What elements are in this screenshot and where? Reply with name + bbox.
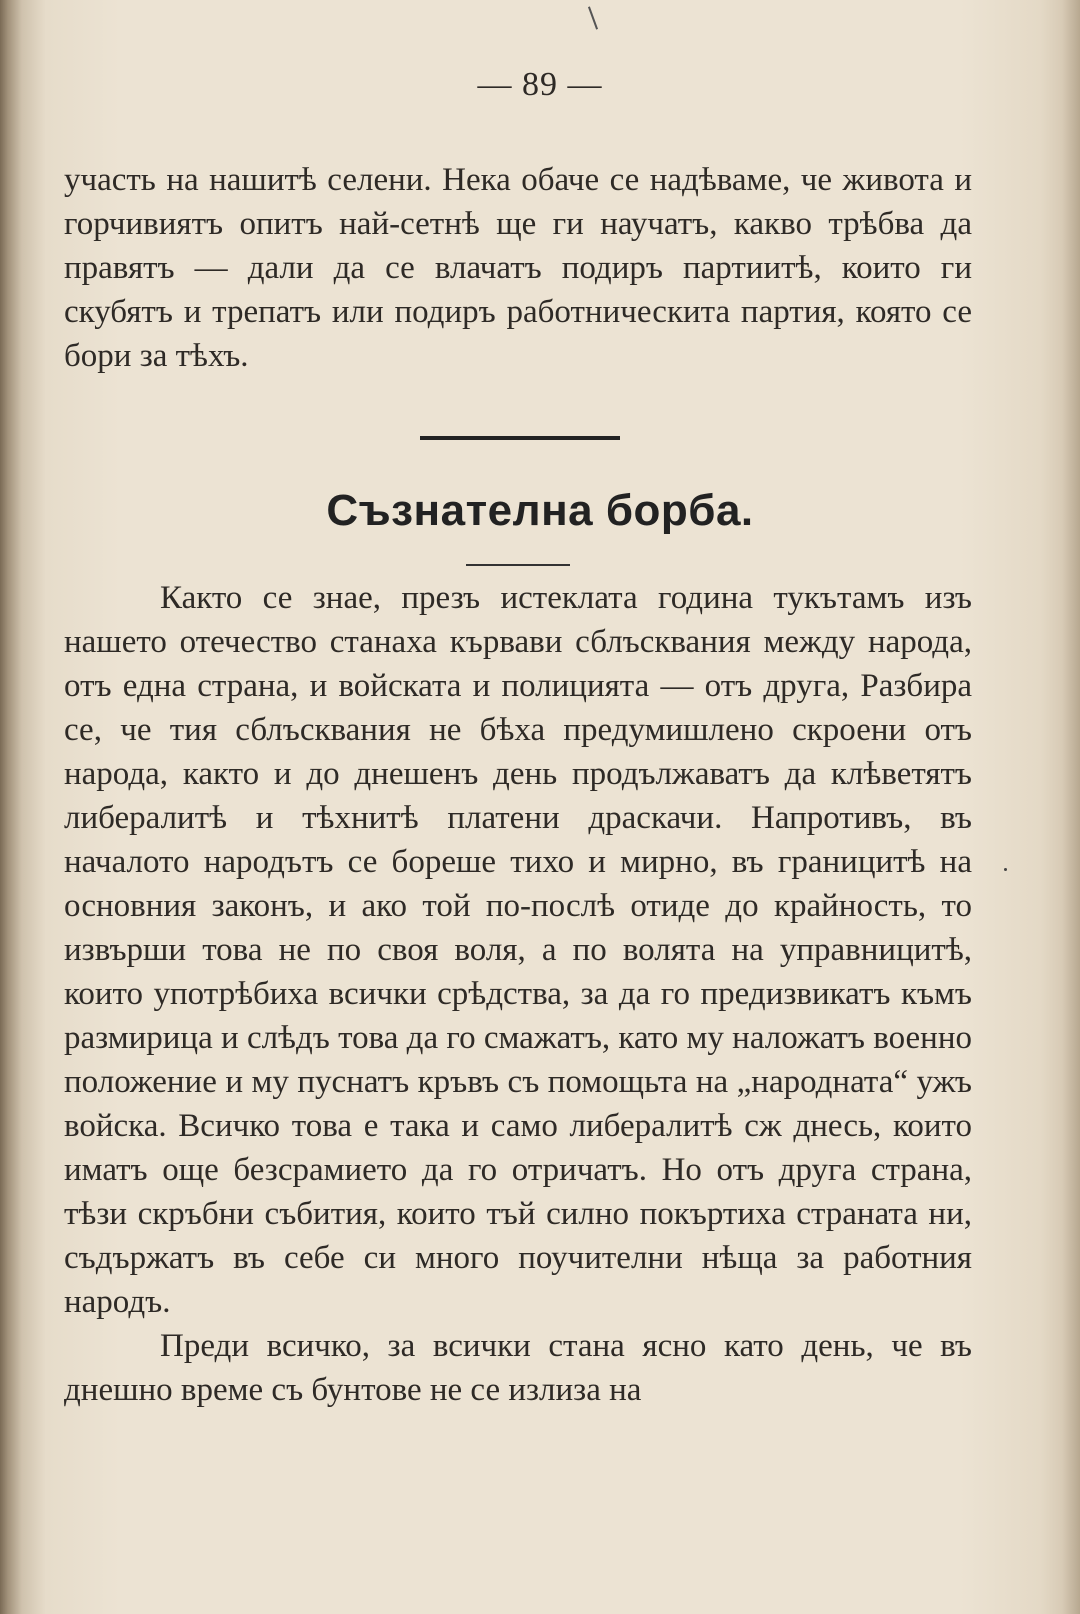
paragraph: Преди всичко, за всички стана ясно като день, че въ днешно време съ бунтове не се излиза на xyxy=(64,1328,972,1408)
ink-speck xyxy=(1004,868,1007,871)
section-title: Съзнателна борба. xyxy=(326,486,754,535)
title-underline xyxy=(466,564,570,566)
intro-text-block xyxy=(64,158,972,378)
page-number: — 89 — xyxy=(477,66,603,103)
paragraph: Както се знае, презъ истеклата година тукътамъ изъ нашето отечество станаха кървави сблъсквания между народа, отъ една страна, и войската и полицията — отъ друга, Разбира се, че тия сблъсквания не бѣха предумишлено скроени отъ народа, както и до днешенъ день продължаватъ да клѣветятъ либералитѣ и тѣхнитѣ платени драскачи. Напротивъ, въ началото народътъ се бореше тихо и мирно, въ границитѣ на основния законъ, и ако той по-послѣ отиде до крайность, то извърши това не по своя воля, а по волята на управницитѣ, които употрѣбиха всички срѣдства, за да го предизвикатъ къмъ размирица и слѣдъ това да го смажатъ, като му наложатъ военно положение и му пуснатъ кръвъ съ помощьта на „народната“ ужъ войска. Всичко това е така и само либералитѣ сж днесь, които иматъ още безсрамието да го отричатъ. Но отъ друга страна, тѣзи скръбни събития, които тъй силно покъртиха страната ни, съдържатъ въ себе си много поучителни нѣща за работния народъ. xyxy=(64,580,972,1320)
section-divider xyxy=(420,436,620,440)
pencil-mark xyxy=(588,6,598,29)
intro-paragraph: участь на нашитѣ селени. Нека обаче се надѣваме, че живота и горчивиятъ опитъ най-сетнѣ ще ги научатъ, какво трѣбва да правятъ — дали да се влачатъ подиръ партиитѣ, които ги скубятъ и трепатъ или подиръ работническита партия, която се бори за тѣхъ. xyxy=(64,162,972,374)
main-text-block xyxy=(64,576,972,1412)
